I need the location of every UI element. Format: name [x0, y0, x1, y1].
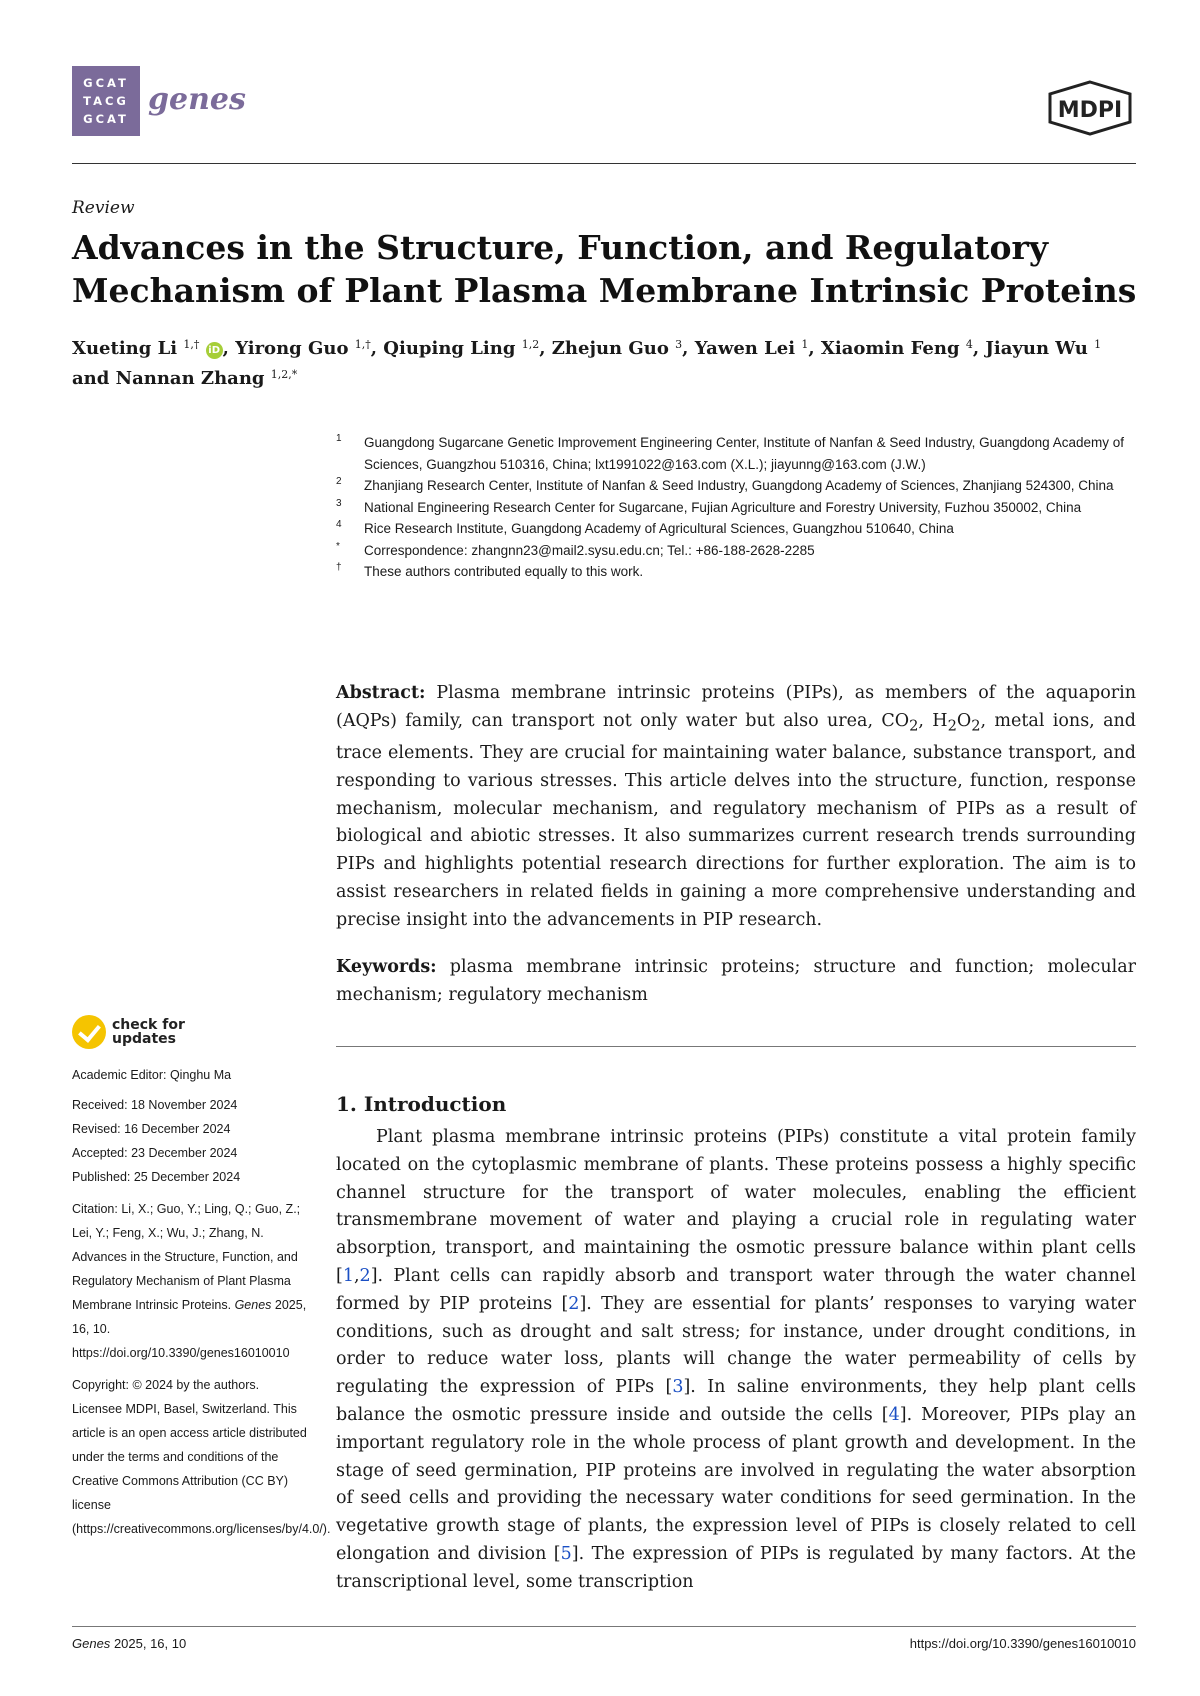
author-affil: 1,† — [183, 338, 200, 351]
logo-line: GCAT — [83, 76, 129, 90]
affiliation-text: National Engineering Research Center for Sugarcane, Fujian Agriculture and Forestry University, Fuzhou 350002, China — [364, 499, 1082, 515]
article-sidebar — [72, 1015, 331, 1547]
author-affil: 1,2,* — [270, 368, 298, 381]
citation-link[interactable]: 4 — [888, 1404, 900, 1425]
citation-link[interactable]: 3 — [672, 1377, 684, 1398]
abstract-text: Plasma membrane intrinsic proteins (PIPs), as members of the aquaporin (AQPs) family, can transport not only water but also urea, CO — [336, 683, 1136, 731]
journal-logo — [72, 66, 140, 136]
citation-journal: Genes — [234, 1298, 272, 1312]
abstract-text: , H — [918, 710, 948, 731]
mdpi-logo-icon — [1044, 80, 1136, 136]
date-published: Published: 25 December 2024 — [72, 1170, 241, 1184]
abstract-rule — [336, 1046, 1136, 1047]
citation-link[interactable]: 1 — [342, 1265, 354, 1286]
affiliation-number: 1 — [336, 433, 342, 444]
affiliation-number: 3 — [336, 497, 342, 509]
footer-rule — [72, 1626, 1136, 1627]
body-text-run: Plant plasma membrane intrinsic proteins (PIPs) constitute a vital protein family located on the cytoplasmic membrane of plants. These proteins possess a highly specific channel structure for the transport of water molecules, enabling the efficient transmembrane movement of water and playing a crucial role in regulating water absorption, transport, and maintaining the osmotic pressure balance within plant cells [ — [336, 1127, 1136, 1286]
date-revised: Revised: 16 December 2024 — [72, 1122, 231, 1136]
academic-editor: Academic Editor: Qinghu Ma — [72, 1068, 232, 1082]
date-accepted: Accepted: 23 December 2024 — [72, 1146, 238, 1160]
note-text: These authors contributed equally to this work. — [364, 564, 644, 579]
logo-line: GCAT — [83, 112, 129, 126]
copyright: Copyright: © 2024 by the authors. Licensee MDPI, Basel, Switzerland. This article is an open access article distributed under the terms and conditions of the Creative Commons Attribution (CC BY) license (https://creativecommons.org/licenses/by/4.0/). — [72, 1378, 331, 1536]
affiliation-text: Zhanjiang Research Center, Institute of Nanfan & Seed Industry, Guangdong Academy of Sciences, Zhanjiang 524300, China — [364, 478, 1114, 493]
article-title: Advances in the Structure, Function, and Regulatory Mechanism of Plant Plasma Membrane Intrinsic Proteins — [72, 228, 1137, 310]
body-text-run: ]. They are essential for plants’ responses to varying water conditions, such as drought and salt stress; for instance, under drought conditions, in order to reduce water loss, plants will change the water permeability of cells by regulating the expression of PIPs [ — [336, 1293, 1136, 1398]
affiliation-number: † — [336, 562, 342, 573]
check-line: check for — [112, 1017, 185, 1033]
affiliation-item — [336, 475, 1136, 497]
section-heading: 1. Introduction — [336, 1092, 507, 1116]
logo-line: TACG — [83, 94, 129, 108]
keywords — [336, 954, 1136, 1010]
abstract-label: Abstract: — [336, 683, 426, 703]
keywords-text: plasma membrane intrinsic proteins; structure and function; molecular mechanism; regulatory mechanism — [336, 957, 1136, 1005]
introduction-text — [336, 1124, 1136, 1597]
author-affil: 4 — [965, 338, 973, 351]
citation-label: Citation: — [72, 1202, 118, 1216]
correspondence-text[interactable]: Correspondence: zhangnn23@mail2.sysu.edu.cn; Tel.: +86-188-2628-2285 — [364, 542, 815, 558]
header-rule — [72, 163, 1136, 164]
author-affil: 1,2 — [521, 338, 540, 351]
body-text-run: ]. Moreover, PIPs play an important regulatory role in the whole process of plant growth and development. In the stage of seed germination, PIP proteins are involved in regulating the water absorption of seed cells and providing the necessary water conditions for seed germination. In the vegetative growth stage of plants, the expression level of PIPs is closely related to cell elongation and division [ — [336, 1404, 1137, 1564]
footer-doi[interactable]: https://doi.org/10.3390/genes16010010 — [909, 1636, 1136, 1651]
footer-volume: 2025, 16, 10 — [113, 1636, 187, 1651]
affiliations — [336, 432, 1136, 583]
check-icon — [72, 1015, 106, 1049]
affiliation-item — [336, 497, 1136, 519]
orcid-icon[interactable]: iD — [206, 342, 223, 359]
author-affil: 1,† — [354, 338, 371, 351]
article-type: Review — [72, 198, 135, 218]
check-line: updates — [112, 1031, 176, 1047]
author-affil: 1 — [1094, 338, 1102, 351]
affiliation-text: Guangdong Sugarcane Genetic Improvement Engineering Center, Institute of Nanfan & Seed Industry, Guangdong Academy of Sciences, Guangzhou 510316, China; lxt1991022@163.com (X.L.); jiayunng@163.com (J.W.) — [364, 435, 1124, 472]
check-updates-button[interactable] — [72, 1015, 312, 1049]
footer-journal: Genes — [72, 1636, 111, 1651]
citation-link[interactable]: 2 — [359, 1265, 371, 1286]
author-name[interactable]: Yawen Lei — [694, 338, 796, 359]
subscript: 2 — [971, 717, 981, 735]
affiliation-number: * — [336, 540, 340, 552]
author-name[interactable]: Nannan Zhang — [115, 368, 265, 389]
keywords-label: Keywords: — [336, 957, 437, 977]
publisher-name: MDPI — [1057, 98, 1123, 123]
author-and: and — [72, 368, 110, 389]
affiliation-number: 2 — [336, 476, 342, 487]
citation-link[interactable]: 2 — [568, 1293, 580, 1314]
citation-text: Li, X.; Guo, Y.; Ling, Q.; Guo, Z.; Lei, Y.; Feng, X.; Wu, J.; Zhang, N. Advances in the Structure, Function, and Regulatory Mechanism of Plant Plasma Membrane Intrinsic Proteins. — [72, 1202, 301, 1312]
footer-citation — [72, 1636, 186, 1651]
author-affil: 3 — [675, 338, 683, 351]
affiliation-number: 4 — [336, 519, 342, 530]
body-text-run: ]. The expression of PIPs is regulated by many factors. At the transcriptional level, some transcription — [336, 1543, 1136, 1592]
author-name[interactable]: Qiuping Ling — [383, 338, 516, 359]
abstract-text: O — [956, 710, 972, 731]
correspondence-item — [336, 540, 1136, 562]
abstract-text: , metal ions, and trace elements. They are crucial for maintaining water balance, substance transport, and responding to various stresses. This article delves into the structure, function, response mechanism, molecular mechanism, and regulatory mechanism of PIPs as a result of biological and abiotic stresses. It also summarizes current research trends surrounding PIPs and highlights potential research directions for further exploration. The aim is to assist researchers in related fields in gaining a more comprehensive understanding and precise insight into the advancements in PIP research. — [336, 710, 1136, 930]
affiliation-item — [336, 432, 1136, 475]
citation — [72, 1197, 312, 1365]
citation-tail[interactable]: 2025, 16, 10. https://doi.org/10.3390/genes16010010 — [72, 1298, 307, 1360]
abstract — [336, 680, 1136, 935]
body-text-run: ]. Plant cells can rapidly absorb and transport water through the water channel formed by PIP proteins [ — [336, 1265, 1136, 1314]
author-name[interactable]: Jiayun Wu — [985, 338, 1088, 359]
author-name[interactable]: Zhejun Guo — [551, 338, 669, 359]
citation-link[interactable]: 5 — [560, 1543, 572, 1564]
author-list: Xueting Li $^{1,\dagger}$ iD , Yirong Guo $^{1,\dagger}$, Qiuping Ling $^{1,2}$, Zhejun Guo $^3$, Yawen Lei $^1$, Xiaomin Feng $^4$, Jiayun Wu $^1$ and Nannan Zhang $^{1,2,*}$ — [72, 338, 1102, 389]
affiliation-text: Rice Research Institute, Guangdong Academy of Agricultural Sciences, Guangzhou 510640, China — [364, 521, 954, 536]
body-text-run: ]. In saline environments, they help plant cells balance the osmotic pressure inside and outside the cells [ — [336, 1377, 1136, 1425]
body-text-run: , — [353, 1265, 360, 1286]
author-name[interactable]: Xiaomin Feng — [820, 338, 960, 359]
equal-contribution-note — [336, 561, 1136, 583]
subscript: 2 — [909, 717, 919, 735]
date-received: Received: 18 November 2024 — [72, 1098, 238, 1112]
author-name[interactable]: Yirong Guo — [235, 338, 349, 359]
journal-name: genes — [148, 82, 246, 117]
subscript: 2 — [947, 717, 957, 735]
author-name[interactable]: Xueting Li — [72, 338, 178, 359]
author-affil: 1 — [801, 338, 809, 351]
affiliation-item — [336, 518, 1136, 540]
